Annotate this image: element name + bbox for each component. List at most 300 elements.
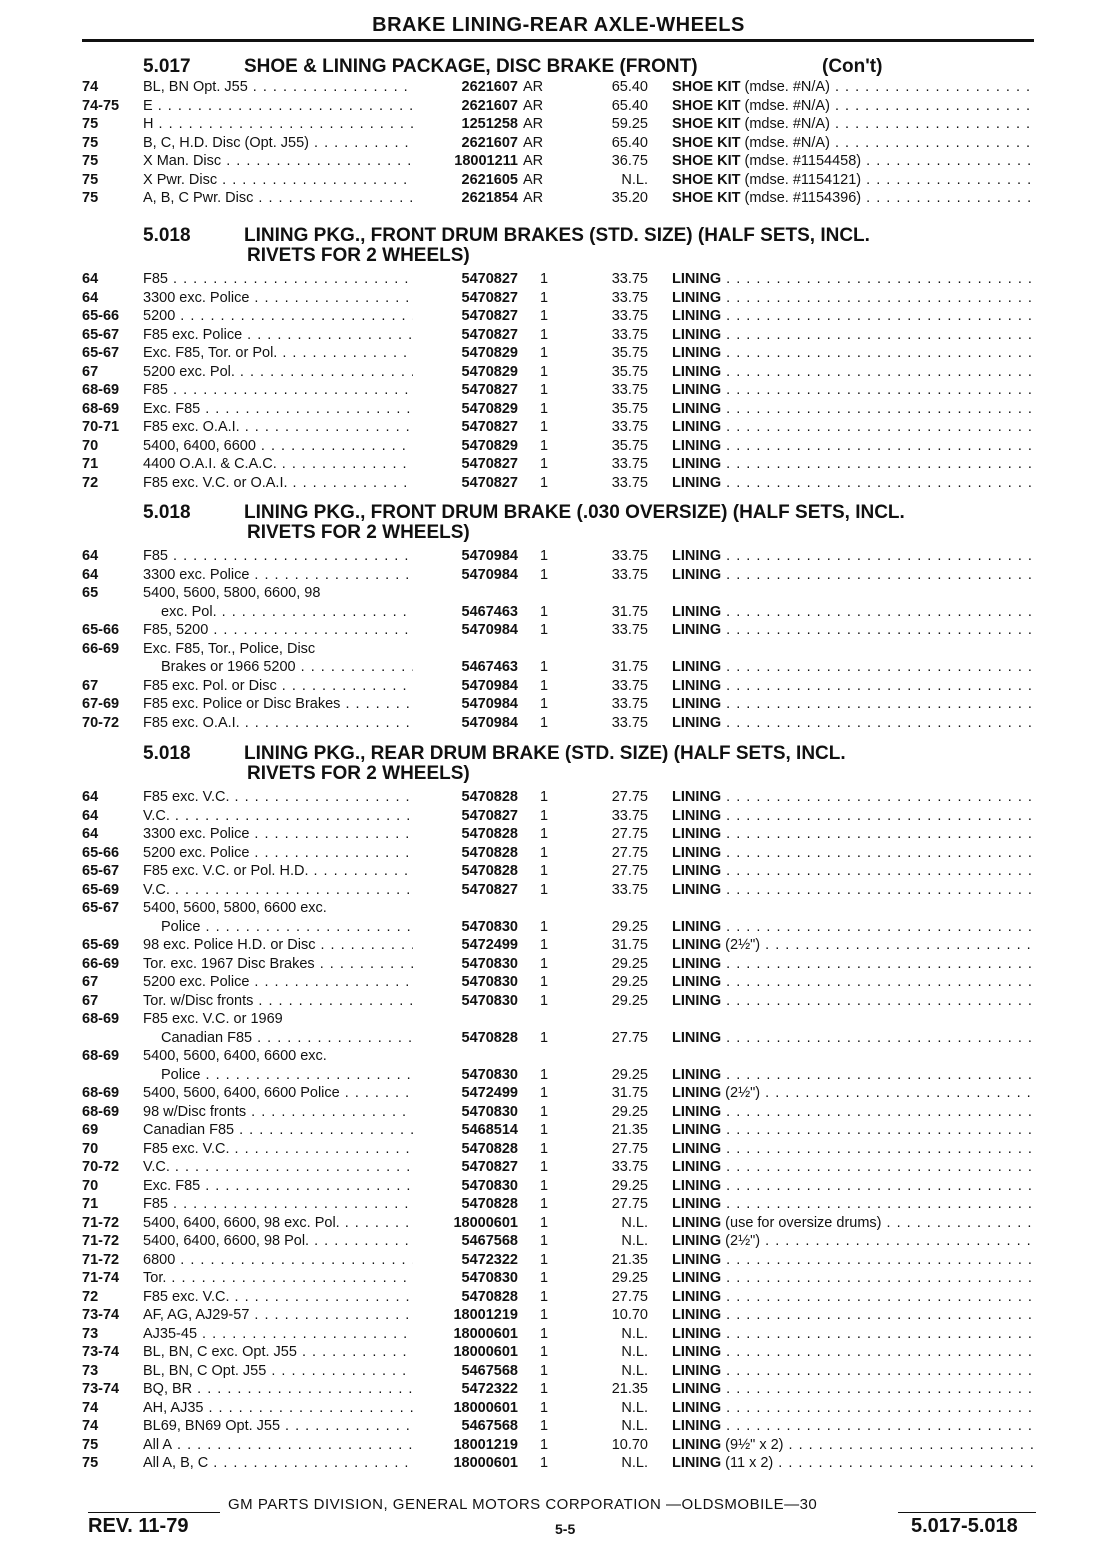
row-part-name xyxy=(672,937,1036,953)
table-row xyxy=(0,715,1117,734)
row-quantity: 1 xyxy=(540,1122,549,1138)
row-description-text: Exc. F85 xyxy=(143,400,201,417)
row-price: 29.25 xyxy=(611,974,648,990)
row-part-number: 5470827 xyxy=(461,807,518,824)
row-note: (mdse. #N/A) xyxy=(744,116,830,132)
row-quantity: 1 xyxy=(540,1251,549,1268)
row-price: 27.75 xyxy=(611,1029,648,1046)
row-description xyxy=(143,715,413,731)
row-price: 21.35 xyxy=(611,1122,648,1138)
table-row xyxy=(0,789,1117,808)
row-part-name-label: LINING xyxy=(672,659,722,675)
row-description xyxy=(143,604,413,620)
row-description xyxy=(143,98,413,114)
row-description-text: 3300 exc. Police xyxy=(143,566,250,583)
table-row xyxy=(0,1307,1117,1326)
row-part-number: 5470829 xyxy=(461,437,518,454)
row-part-name xyxy=(672,327,1036,343)
row-part-number: 5467568 xyxy=(461,1418,518,1434)
row-year: 67 xyxy=(82,992,99,1009)
row-price: 33.75 xyxy=(611,807,648,824)
row-part-name xyxy=(672,456,1036,472)
table-row xyxy=(0,1400,1117,1419)
page-title: BRAKE LINING-REAR AXLE-WHEELS xyxy=(372,14,745,36)
row-part-number: 5472499 xyxy=(461,1085,518,1101)
row-description-text: 98 exc. Police H.D. or Disc xyxy=(143,937,316,953)
table-row xyxy=(0,1196,1117,1215)
row-part-number: 2621607 xyxy=(461,79,518,95)
row-part-number: 5470830 xyxy=(461,1103,518,1120)
row-description xyxy=(143,1196,413,1212)
table-row xyxy=(0,135,1117,154)
row-part-name xyxy=(672,974,1036,990)
row-description xyxy=(143,900,413,916)
row-part-number: 5470828 xyxy=(461,863,518,879)
row-part-name xyxy=(672,1141,1036,1157)
row-part-name-label: SHOE KIT xyxy=(672,153,741,169)
row-quantity: 1 xyxy=(540,714,549,731)
row-description xyxy=(143,419,413,435)
row-description-text: F85 exc. V.C. or Pol. H.D. xyxy=(143,863,309,879)
row-quantity: 1 xyxy=(540,308,549,324)
row-price: 29.25 xyxy=(611,1103,648,1120)
row-price: 29.25 xyxy=(611,1270,648,1286)
row-part-name-label: LINING xyxy=(672,474,722,491)
row-part-name-label: LINING xyxy=(672,1103,722,1120)
row-year: 64 xyxy=(82,271,99,287)
row-part-name xyxy=(672,845,1036,861)
row-description-text: BQ, BR xyxy=(143,1381,193,1397)
row-part-name xyxy=(672,190,1036,206)
section-title: SHOE & LINING PACKAGE, DISC BRAKE (FRONT) xyxy=(244,56,698,77)
row-part-name-label: SHOE KIT xyxy=(672,97,741,114)
row-description xyxy=(143,808,413,824)
row-year: 65-67 xyxy=(82,900,120,916)
table-row xyxy=(0,956,1117,975)
row-description xyxy=(143,456,413,472)
row-description-text: 5200 exc. Police xyxy=(143,974,250,990)
row-part-name-label: LINING xyxy=(672,1325,722,1342)
row-quantity: 1 xyxy=(540,1103,549,1120)
row-description xyxy=(143,1159,413,1175)
row-part-number: 1251258 xyxy=(461,116,518,132)
row-price: 33.75 xyxy=(611,714,648,731)
row-year: 75 xyxy=(82,171,99,188)
row-quantity: 1 xyxy=(540,1159,549,1175)
row-part-number: 5467463 xyxy=(461,603,518,620)
row-description-text: Brakes or 1966 5200 xyxy=(161,659,296,675)
row-part-name-label: LINING xyxy=(672,548,722,564)
row-part-name xyxy=(672,1363,1036,1379)
row-description-text: F85 exc. Pol. or Disc xyxy=(143,677,277,694)
row-year: 70 xyxy=(82,1140,99,1157)
table-row xyxy=(0,98,1117,117)
row-quantity: 1 xyxy=(540,844,549,861)
row-description xyxy=(143,1344,413,1360)
row-part-number: 5470828 xyxy=(461,1196,518,1212)
row-quantity: 1 xyxy=(540,974,549,990)
row-part-number: 18000601 xyxy=(453,1214,518,1231)
row-part-name xyxy=(672,271,1036,287)
row-description xyxy=(143,548,413,564)
row-description xyxy=(143,1141,413,1157)
row-year: 70 xyxy=(82,1177,99,1194)
section-front-drum-std xyxy=(0,225,1117,493)
row-description xyxy=(143,382,413,398)
row-part-name-label: LINING xyxy=(672,807,722,824)
row-description-text: 5400, 6400, 6600 xyxy=(143,437,256,454)
row-price: 27.75 xyxy=(611,863,648,879)
row-description-text: Exc. F85, Tor., Police, Disc xyxy=(143,640,316,657)
row-price: 33.75 xyxy=(611,1159,648,1175)
row-part-name xyxy=(672,808,1036,824)
row-part-name-label: LINING xyxy=(672,918,722,935)
row-price: 33.75 xyxy=(611,622,648,638)
row-part-name xyxy=(672,1455,1036,1471)
row-quantity: 1 xyxy=(540,456,549,472)
row-part-name-label: LINING xyxy=(672,308,722,324)
row-part-name-label: LINING xyxy=(672,1122,722,1138)
table-row xyxy=(0,808,1117,827)
row-quantity: AR xyxy=(523,134,544,151)
row-price: 10.70 xyxy=(611,1436,648,1453)
row-part-number: 5470830 xyxy=(461,974,518,990)
row-part-name-label: LINING xyxy=(672,714,722,731)
table-row xyxy=(0,401,1117,420)
row-price: 21.35 xyxy=(611,1251,648,1268)
row-description-text: AJ35-45 xyxy=(143,1325,198,1342)
table-row xyxy=(0,1233,1117,1252)
table-row xyxy=(0,190,1117,209)
row-part-number: 2621607 xyxy=(461,97,518,114)
row-part-number: 5470827 xyxy=(461,474,518,491)
row-quantity: 1 xyxy=(540,1381,549,1397)
row-part-name xyxy=(672,548,1036,564)
row-quantity: 1 xyxy=(540,474,549,491)
row-part-number: 5470830 xyxy=(461,955,518,972)
row-year: 74 xyxy=(82,1399,99,1416)
table-row xyxy=(0,1326,1117,1345)
table-row xyxy=(0,937,1117,956)
row-quantity: 1 xyxy=(540,603,549,620)
row-description xyxy=(143,1233,413,1249)
table-row xyxy=(0,622,1117,641)
table-row xyxy=(0,308,1117,327)
row-description-text: BL, BN, C exc. Opt. J55 xyxy=(143,1344,297,1360)
table-row xyxy=(0,419,1117,438)
row-part-name-label: LINING xyxy=(672,863,722,879)
row-part-name-label: LINING xyxy=(672,363,722,380)
row-part-name-label: LINING xyxy=(672,974,722,990)
row-price: 29.25 xyxy=(611,1066,648,1083)
row-price: 33.75 xyxy=(611,419,648,435)
row-price: N.L. xyxy=(621,1325,648,1342)
row-quantity: 1 xyxy=(540,1029,549,1046)
row-part-name xyxy=(672,135,1036,151)
row-part-name-label: LINING xyxy=(672,1140,722,1157)
table-row xyxy=(0,974,1117,993)
row-note: (2½") xyxy=(725,1233,761,1249)
table-row xyxy=(0,863,1117,882)
row-part-name xyxy=(672,919,1036,935)
row-description xyxy=(143,1122,413,1138)
row-part-number: 5470830 xyxy=(461,1177,518,1194)
row-part-name xyxy=(672,1437,1036,1453)
row-description xyxy=(143,290,413,306)
section-title: LINING PKG., FRONT DRUM BRAKE (.030 OVERSIZE) (HALF SETS, INCL. xyxy=(244,502,905,523)
row-description-text: F85 xyxy=(143,382,168,398)
row-quantity: 1 xyxy=(540,271,549,287)
row-year: 74-75 xyxy=(82,97,120,114)
row-price: N.L. xyxy=(621,1233,648,1249)
row-description xyxy=(143,1326,413,1342)
row-quantity: 1 xyxy=(540,1325,549,1342)
row-description-text: Tor. xyxy=(143,1270,167,1286)
row-part-number: 5470829 xyxy=(461,345,518,361)
section-shoe-lining-disc-front xyxy=(0,56,1117,209)
row-description xyxy=(143,1178,413,1194)
row-price: 35.75 xyxy=(611,363,648,380)
row-note: (9½" x 2) xyxy=(725,1436,784,1453)
row-part-number: 5470828 xyxy=(461,844,518,861)
row-description-text: F85 xyxy=(143,548,168,564)
row-part-name-label: LINING xyxy=(672,937,722,953)
row-part-number: 5467463 xyxy=(461,659,518,675)
row-quantity: 1 xyxy=(540,1455,549,1471)
table-row xyxy=(0,993,1117,1012)
row-part-name-label: LINING xyxy=(672,826,722,842)
row-description xyxy=(143,863,413,879)
row-year: 67-69 xyxy=(82,696,120,712)
row-description-text: F85 exc. V.C. xyxy=(143,1140,230,1157)
row-price: 29.25 xyxy=(611,918,648,935)
row-description xyxy=(143,622,413,638)
row-part-name xyxy=(672,1344,1036,1360)
row-price: 33.75 xyxy=(611,548,648,564)
row-part-number: 18000601 xyxy=(453,1399,518,1416)
row-price: 33.75 xyxy=(611,271,648,287)
row-description-text: 5400, 5600, 5800, 6600, 98 xyxy=(143,585,321,601)
table-row xyxy=(0,327,1117,346)
row-quantity: 1 xyxy=(540,363,549,380)
table-row xyxy=(0,382,1117,401)
row-part-name-label: LINING xyxy=(672,1455,722,1471)
row-part-number: 5470984 xyxy=(461,696,518,712)
row-part-name xyxy=(672,604,1036,620)
row-price: 65.40 xyxy=(611,97,648,114)
row-description-text: V.C. xyxy=(143,807,170,824)
row-part-name-label: LINING xyxy=(672,1177,722,1194)
row-year: 66-69 xyxy=(82,640,120,657)
row-quantity: 1 xyxy=(540,1362,549,1379)
row-year: 74 xyxy=(82,1418,99,1434)
section-title-line2: RIVETS FOR 2 WHEELS) xyxy=(247,763,470,784)
row-part-number: 2621854 xyxy=(461,190,518,206)
row-description xyxy=(143,845,413,861)
row-description-text: All A, B, C xyxy=(143,1455,209,1471)
row-part-name xyxy=(672,1252,1036,1268)
row-description xyxy=(143,993,413,1009)
row-year: 68-69 xyxy=(82,1085,120,1101)
row-part-number: 5470830 xyxy=(461,1066,518,1083)
row-part-number: 5468514 xyxy=(461,1122,518,1138)
row-quantity: 1 xyxy=(540,826,549,842)
row-part-name-label: LINING xyxy=(672,844,722,861)
row-description xyxy=(143,956,413,972)
row-part-name xyxy=(672,1215,1036,1231)
table-row xyxy=(0,1104,1117,1123)
row-price: 33.75 xyxy=(611,308,648,324)
row-description-text: Exc. F85 xyxy=(143,1177,201,1194)
row-part-name-label: LINING xyxy=(672,789,722,805)
row-description-text: exc. Pol. xyxy=(161,603,217,620)
row-quantity: 1 xyxy=(540,382,549,398)
row-description xyxy=(143,1289,413,1305)
row-price: 35.75 xyxy=(611,400,648,417)
row-year: 72 xyxy=(82,1288,99,1305)
row-part-name xyxy=(672,1178,1036,1194)
table-row xyxy=(0,1215,1117,1234)
row-description xyxy=(143,696,413,712)
row-description-text: 3300 exc. Police xyxy=(143,289,250,306)
row-part-number: 5470829 xyxy=(461,400,518,417)
row-part-name-label: SHOE KIT xyxy=(672,79,741,95)
row-year: 66-69 xyxy=(82,955,120,972)
row-part-name xyxy=(672,1067,1036,1083)
row-description-text: F85 exc. O.A.I. xyxy=(143,419,240,435)
row-quantity: AR xyxy=(523,79,544,95)
row-price: 33.75 xyxy=(611,566,648,583)
row-part-name-label: LINING xyxy=(672,696,722,712)
row-quantity: 1 xyxy=(540,881,549,898)
row-part-number: 5470830 xyxy=(461,992,518,1009)
row-part-name xyxy=(672,419,1036,435)
row-part-name-label: LINING xyxy=(672,1436,722,1453)
row-description-text: Police xyxy=(161,918,201,935)
row-part-number: 5470827 xyxy=(461,881,518,898)
row-note: (mdse. #1154396) xyxy=(744,190,862,206)
row-price: 33.75 xyxy=(611,456,648,472)
row-description-text: B, C, H.D. Disc (Opt. J55) xyxy=(143,134,309,151)
row-part-name-label: LINING xyxy=(672,326,722,343)
row-price: 31.75 xyxy=(611,659,648,675)
row-part-name-label: LINING xyxy=(672,1362,722,1379)
row-price: N.L. xyxy=(621,1214,648,1231)
table-row xyxy=(0,1159,1117,1178)
row-year: 67 xyxy=(82,677,99,694)
table-row xyxy=(0,641,1117,660)
table-row xyxy=(0,79,1117,98)
row-part-name-label: LINING xyxy=(672,1066,722,1083)
row-quantity: 1 xyxy=(540,1307,549,1323)
row-part-name-label: LINING xyxy=(672,881,722,898)
table-row xyxy=(0,153,1117,172)
row-note: (2½") xyxy=(725,1085,761,1101)
row-part-number: 18001219 xyxy=(453,1436,518,1453)
row-year: 72 xyxy=(82,474,99,491)
table-row xyxy=(0,1252,1117,1271)
row-description-text: 5200 exc. Police xyxy=(143,844,250,861)
row-quantity: 1 xyxy=(540,659,549,675)
row-price: N.L. xyxy=(621,1399,648,1416)
row-price: 33.75 xyxy=(611,289,648,306)
row-part-name-label: LINING xyxy=(672,1288,722,1305)
row-description xyxy=(143,1381,413,1397)
row-part-name xyxy=(672,290,1036,306)
row-part-name xyxy=(672,1418,1036,1434)
row-quantity: 1 xyxy=(540,807,549,824)
section-heading xyxy=(0,502,1117,522)
row-note: (mdse. #N/A) xyxy=(744,97,830,114)
row-year: 73-74 xyxy=(82,1344,120,1360)
table-row xyxy=(0,845,1117,864)
row-part-name-label: LINING xyxy=(672,622,722,638)
row-year: 75 xyxy=(82,134,99,151)
row-part-number: 5470827 xyxy=(461,382,518,398)
row-year: 75 xyxy=(82,190,99,206)
row-price: 33.75 xyxy=(611,326,648,343)
row-part-number: 5470827 xyxy=(461,456,518,472)
row-note: (use for oversize drums) xyxy=(725,1214,882,1231)
row-quantity: 1 xyxy=(540,289,549,306)
row-price: 27.75 xyxy=(611,1140,648,1157)
row-part-name-label: LINING xyxy=(672,419,722,435)
row-year: 75 xyxy=(82,1436,99,1453)
row-description xyxy=(143,678,413,694)
row-quantity: 1 xyxy=(540,326,549,343)
table-row xyxy=(0,1363,1117,1382)
row-part-number: 5472499 xyxy=(461,937,518,953)
row-description-text: F85 exc. V.C. or O.A.I. xyxy=(143,474,288,491)
row-description-text: E xyxy=(143,97,153,114)
row-price: 35.75 xyxy=(611,437,648,454)
row-part-name-label: SHOE KIT xyxy=(672,134,741,151)
row-price: 27.75 xyxy=(611,844,648,861)
row-description-text: F85 xyxy=(143,1196,168,1212)
row-part-name xyxy=(672,1196,1036,1212)
table-row xyxy=(0,1178,1117,1197)
row-part-name xyxy=(672,826,1036,842)
row-year: 73-74 xyxy=(82,1381,120,1397)
row-part-name xyxy=(672,172,1036,188)
table-row xyxy=(0,1085,1117,1104)
row-part-name xyxy=(672,1085,1036,1101)
section-heading xyxy=(0,56,1117,76)
row-description xyxy=(143,919,413,935)
row-quantity: 1 xyxy=(540,345,549,361)
row-description-text: Police xyxy=(161,1066,201,1083)
section-front-drum-oversize xyxy=(0,502,1117,733)
row-year: 71-74 xyxy=(82,1270,120,1286)
row-quantity: 1 xyxy=(540,1085,549,1101)
row-part-name-label: LINING xyxy=(672,271,722,287)
row-part-name xyxy=(672,567,1036,583)
row-description-text: Canadian F85 xyxy=(143,1122,235,1138)
table-row xyxy=(0,696,1117,715)
row-part-number: 18001219 xyxy=(453,1307,518,1323)
row-description xyxy=(143,1104,413,1120)
row-price: 31.75 xyxy=(611,1085,648,1101)
row-description-text: 6800 xyxy=(143,1251,176,1268)
row-year: 75 xyxy=(82,1455,99,1471)
row-description xyxy=(143,135,413,151)
row-description-text: 5400, 6400, 6600, 98 exc. Pol. xyxy=(143,1214,340,1231)
row-part-name xyxy=(672,696,1036,712)
row-quantity: 1 xyxy=(540,1233,549,1249)
row-quantity: 1 xyxy=(540,1270,549,1286)
row-description xyxy=(143,789,413,805)
row-part-number: 5470827 xyxy=(461,271,518,287)
